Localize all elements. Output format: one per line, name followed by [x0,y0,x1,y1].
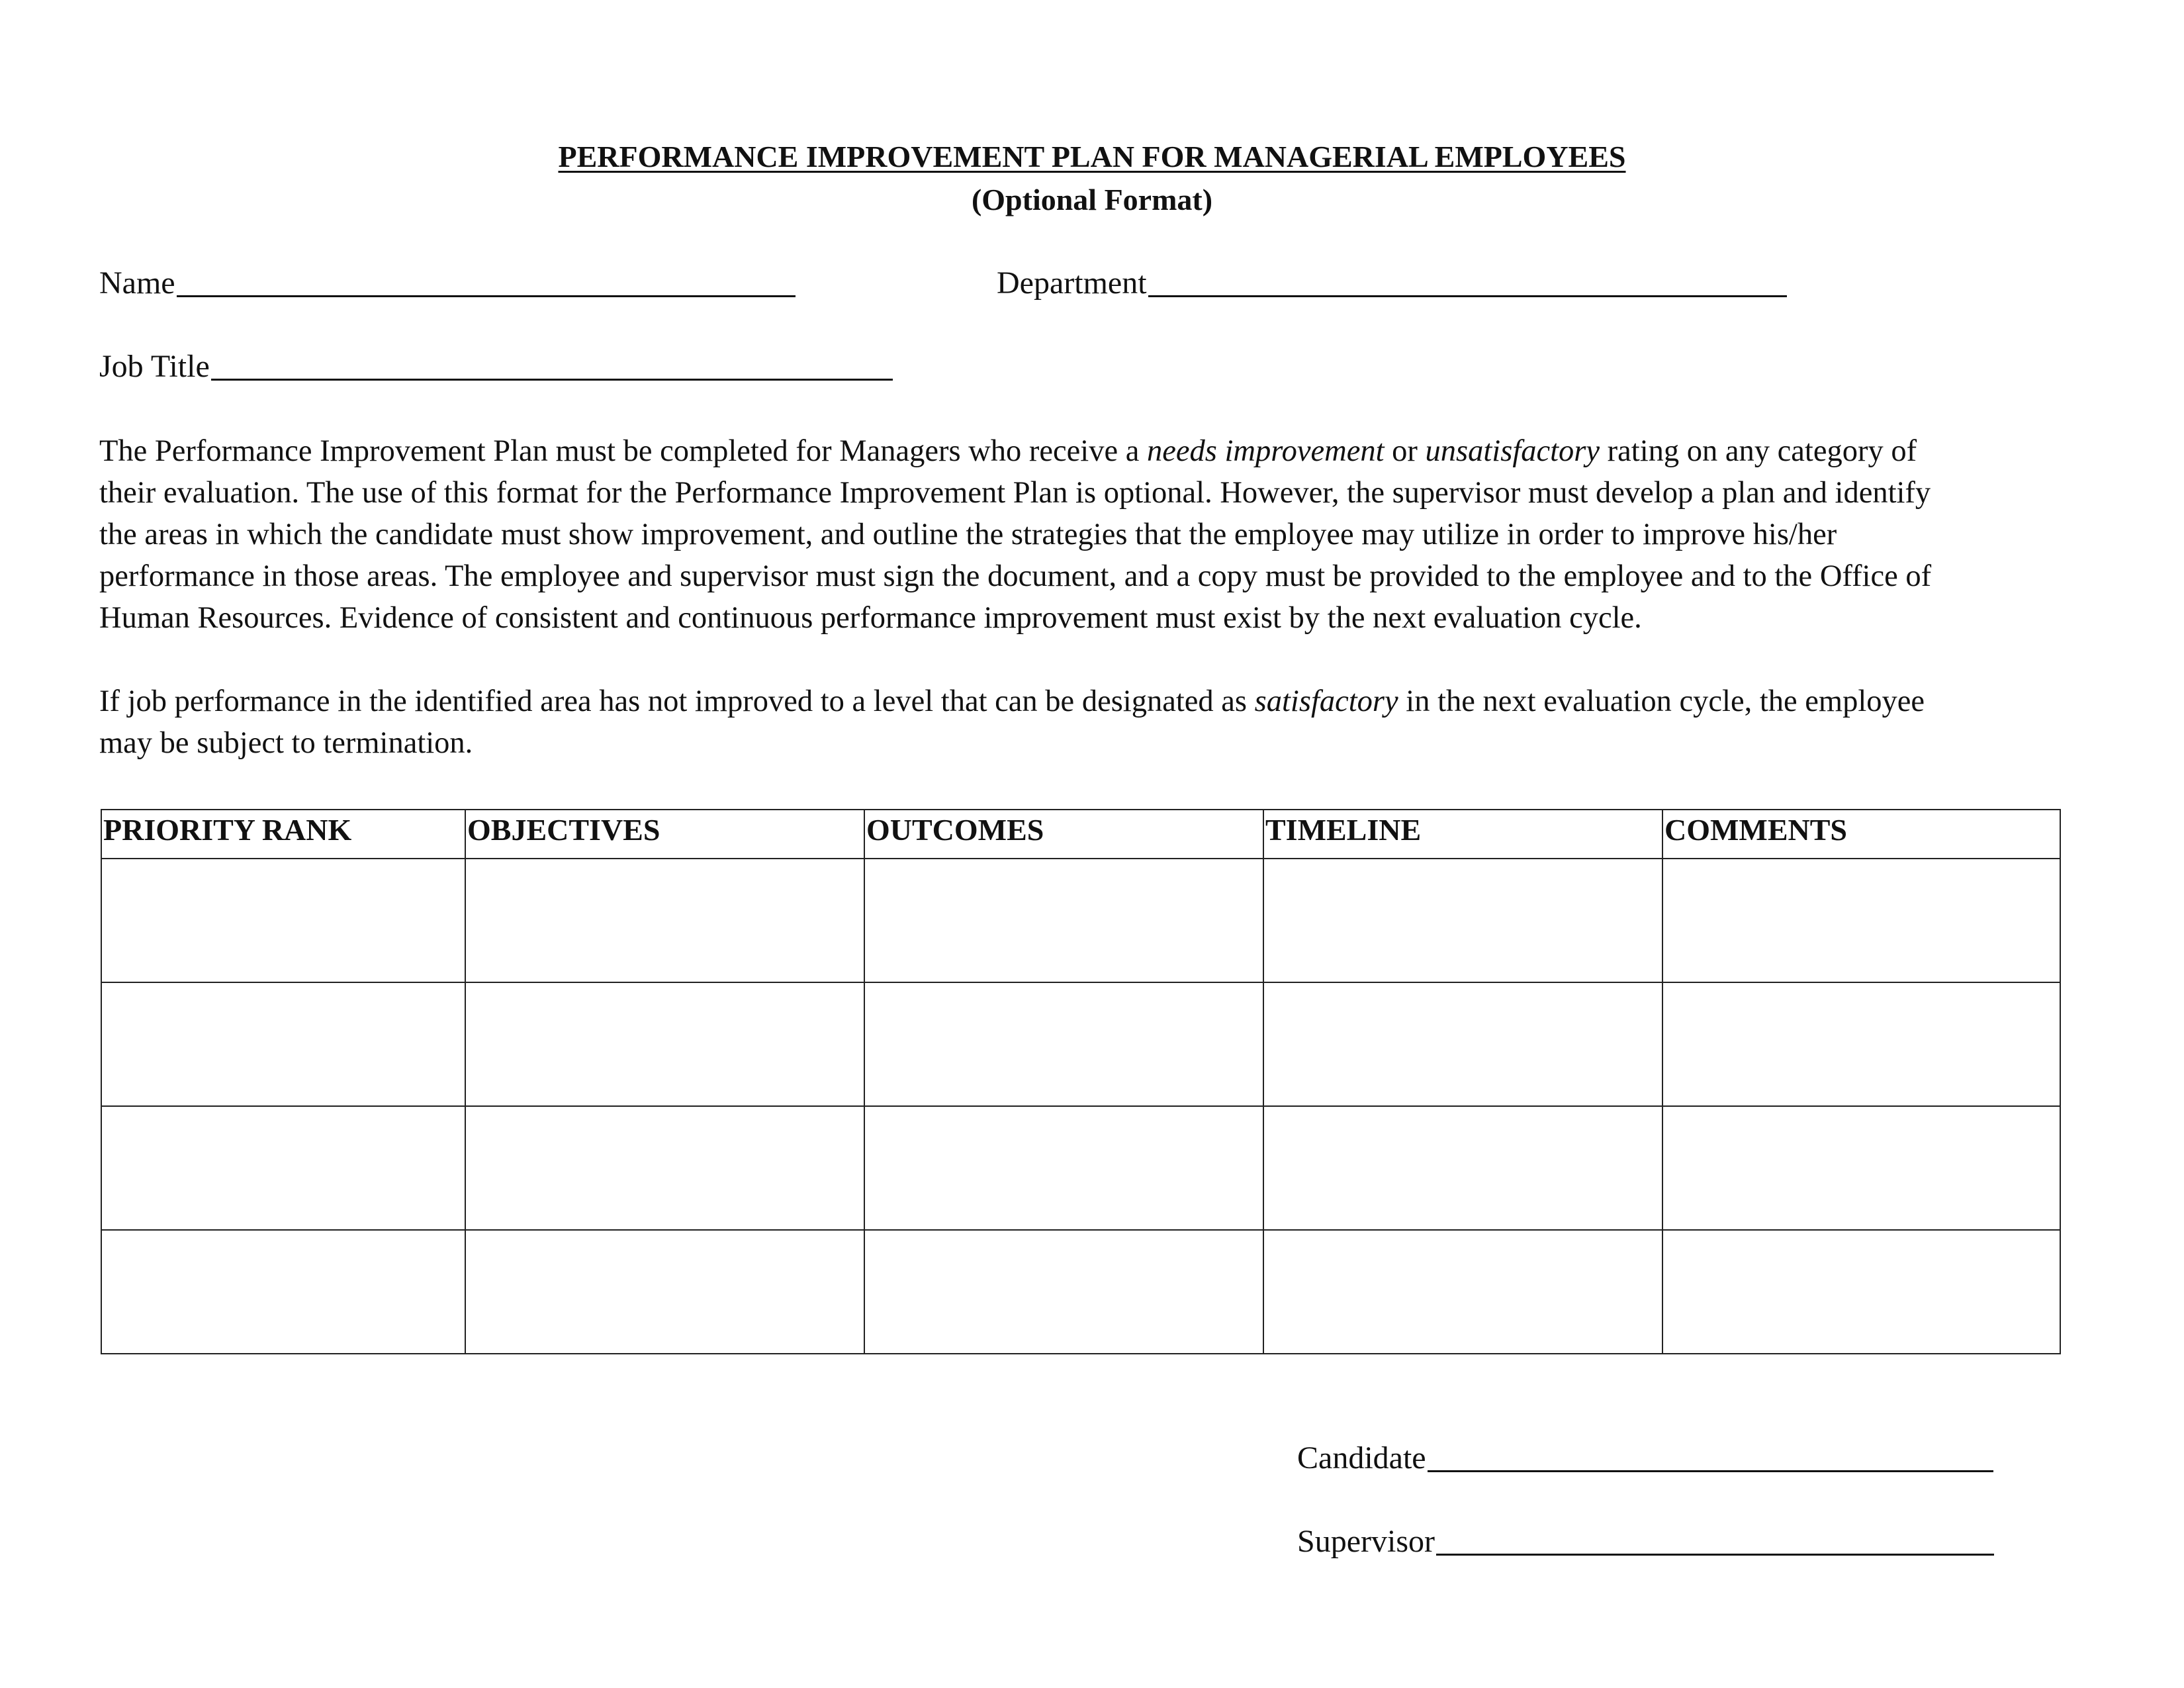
candidate-signature-field[interactable] [1297,1436,1993,1476]
document-subtitle: (Optional Format) [971,183,1213,216]
objectives-cell[interactable] [465,1230,864,1354]
document-title: PERFORMANCE IMPROVEMENT PLAN FOR MANAGERIAL EMPLOYEES [558,140,1626,173]
improvement-plan-table [101,809,2061,1354]
paragraph-line: If job performance in the identified area has not improved to a level that can be designated as satisfactory in the next evaluation cycle, the employee [99,684,1925,718]
priority-rank-cell[interactable] [101,1230,465,1354]
priority-rank-cell[interactable] [101,1106,465,1230]
paragraph-line: performance in those areas. The employee and supervisor must sign the document, and a copy must be provided to the employee and to the Office of [99,559,1932,593]
table-row [101,1230,2060,1354]
job-title-label: Job Title [99,349,210,384]
objectives-cell[interactable] [465,1106,864,1230]
candidate-signature-line[interactable] [1428,1444,1993,1472]
termination-paragraph [99,680,1925,764]
department-label: Department [997,265,1147,301]
column-header-priority-rank: PRIORITY RANK [101,810,465,859]
table-row [101,982,2060,1106]
candidate-label: Candidate [1297,1440,1426,1476]
supervisor-label: Supervisor [1297,1524,1435,1559]
column-header-comments: COMMENTS [1662,810,2060,859]
paragraph-line: The Performance Improvement Plan must be completed for Managers who receive a needs improvement or unsatisfactory rating on any category of [99,434,1917,468]
column-header-objectives: OBJECTIVES [465,810,864,859]
paragraph-line: Human Resources. Evidence of consistent and continuous performance improvement must exist by the next evaluation cycle. [99,601,1642,635]
outcomes-cell[interactable] [864,859,1263,982]
table-row [101,1106,2060,1230]
comments-cell[interactable] [1662,1106,2060,1230]
department-field[interactable] [997,261,1787,301]
name-label: Name [99,265,175,301]
paragraph-line: their evaluation. The use of this format for the Performance Improvement Plan is optional. However, the supervisor must develop a plan and identify [99,476,1931,510]
instructions-paragraph [99,430,1931,639]
table-header-row [101,810,2060,859]
priority-rank-cell[interactable] [101,982,465,1106]
supervisor-signature-line[interactable] [1436,1527,1994,1556]
outcomes-cell[interactable] [864,1106,1263,1230]
emphasis-needs-improvement: needs improvement [1147,434,1385,468]
department-blank-line[interactable] [1148,269,1787,297]
paragraph-line: may be subject to termination. [99,726,473,760]
column-header-timeline: TIMELINE [1263,810,1662,859]
job-title-field[interactable] [99,345,893,385]
column-header-outcomes: OUTCOMES [864,810,1263,859]
supervisor-signature-field[interactable] [1297,1520,1994,1560]
table-row [101,859,2060,982]
objectives-cell[interactable] [465,982,864,1106]
job-title-blank-line[interactable] [211,352,893,381]
timeline-cell[interactable] [1263,982,1662,1106]
paragraph-line: the areas in which the candidate must show improvement, and outline the strategies that the employee may utilize in order to improve his/her [99,518,1837,551]
outcomes-cell[interactable] [864,1230,1263,1354]
name-field[interactable] [99,261,796,301]
emphasis-unsatisfactory: unsatisfactory [1425,434,1600,468]
name-blank-line[interactable] [177,269,796,297]
emphasis-satisfactory: satisfactory [1254,684,1398,718]
comments-cell[interactable] [1662,859,2060,982]
comments-cell[interactable] [1662,982,2060,1106]
timeline-cell[interactable] [1263,1230,1662,1354]
timeline-cell[interactable] [1263,1106,1662,1230]
outcomes-cell[interactable] [864,982,1263,1106]
priority-rank-cell[interactable] [101,859,465,982]
comments-cell[interactable] [1662,1230,2060,1354]
timeline-cell[interactable] [1263,859,1662,982]
objectives-cell[interactable] [465,859,864,982]
